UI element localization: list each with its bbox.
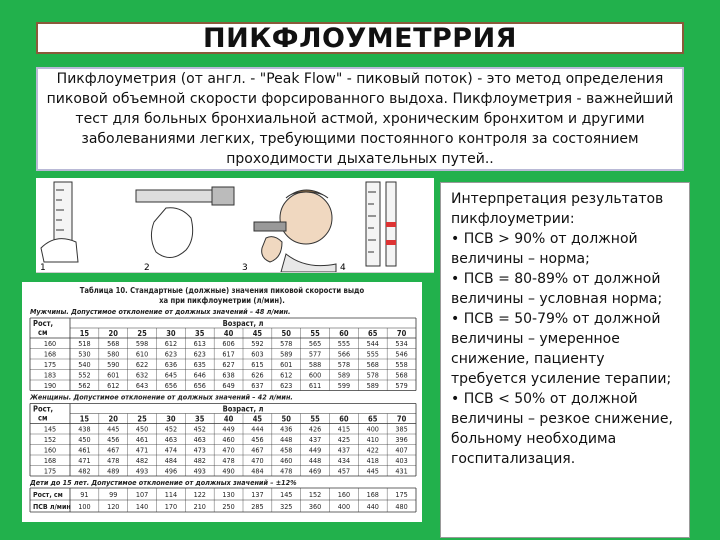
table-cell: 452 [164,424,178,434]
interpretation-list [451,229,679,469]
kids-value-cell: 120 [107,502,120,511]
kids-value-cell: 140 [135,502,149,511]
table-cell: 437 [337,445,351,455]
meter-body-3 [254,222,286,231]
kids-height-cell: 99 [109,490,118,499]
table-cell: 457 [337,466,351,476]
table-cell: 606 [222,339,235,348]
table-cell: 438 [78,424,91,434]
table-cell: 544 [366,339,379,348]
table-cell: 518 [78,339,91,348]
table-cell: 580 [107,349,120,359]
table-caption: ха при пикфлоуметрии (л/мин). [159,296,285,305]
table-cell: 431 [395,466,408,476]
table-cell: 461 [135,435,149,444]
age-header: 15 [79,329,90,338]
illustration-label-4: 4 [340,263,346,272]
table-cell: 610 [135,349,149,359]
kids-height-cell: 152 [308,490,322,499]
kids-value-cell: 210 [193,502,206,511]
table-cell: 471 [135,445,149,455]
kids-psv-label: ПСВ л/мин [33,503,71,511]
table-cell: 598 [135,339,149,348]
table-cell: 396 [395,435,408,444]
table-cell: 385 [395,424,408,434]
table-cell: 588 [308,360,322,369]
table-cell: 426 [308,424,322,434]
table-cell: 470 [222,445,235,455]
table-height-cell: 160 [43,339,57,348]
table-cell: 555 [366,349,379,359]
age-header: 20 [108,414,118,424]
table-cell: 490 [222,466,235,476]
table-cell: 469 [308,466,322,476]
table-cell: 458 [280,445,293,455]
table-cell: 478 [280,466,293,476]
table-cell: 473 [193,445,206,455]
kids-value-cell: 250 [222,502,235,511]
table-height-cell: 152 [43,435,57,444]
kids-height-cell: 107 [135,490,149,499]
red-marker [386,222,396,227]
age-header: 70 [396,329,407,338]
table-cell: 444 [251,424,264,434]
table-cell: 403 [395,456,408,465]
table-cell: 449 [222,424,235,434]
table-cell: 422 [366,445,379,455]
table-cell: 656 [193,381,206,390]
table-cell: 410 [366,435,379,444]
title-box [36,22,684,54]
table-cell: 623 [280,381,293,390]
table-cell: 617 [222,349,235,359]
interpretation-heading: Интерпретация результатов пикфлоуметрии: [451,191,664,227]
reference-table [22,282,422,522]
age-header: 30 [166,329,176,338]
table-cell: 555 [337,339,351,348]
kids-value-cell: 325 [280,502,293,511]
kids-value-cell: 480 [395,502,408,511]
table-cell: 622 [135,360,149,369]
table-cell: 452 [193,424,206,434]
table-cell: 615 [251,360,264,369]
height-label: см [38,328,48,337]
table-cell: 467 [107,445,120,455]
mouthpiece-2 [212,187,234,205]
age-header: 60 [339,329,349,338]
table-cell: 632 [135,370,149,380]
table-cell: 546 [395,349,408,359]
table-cell: 484 [164,456,178,465]
table-cell: 578 [337,360,351,369]
age-header: 45 [252,414,263,424]
table-cell: 461 [78,445,91,455]
hand-2 [151,208,192,258]
age-header: 55 [310,329,320,338]
table-cell: 623 [164,349,178,359]
table-cell: 449 [308,445,322,455]
intro-text: Пикфлоуметрия (от англ. - "Peak Flow" - пиковый поток) - это метод определения пиковой объемной скорости форсированного выдоха. Пикфлоуметрия - важнейший тест для больных бронхиальной астмой, хроническим бронхитом и другими заболеваниями легких, требующими постоянного контроля за состоянием проходимости дыхательных путей.. [36,67,684,171]
table-cell: 612 [280,370,293,380]
meter-body-4 [366,182,380,266]
age-header: 65 [368,329,378,338]
illustration-svg [36,178,434,272]
table-cell: 450 [135,424,149,434]
age-header: 35 [195,414,205,424]
table-cell: 566 [337,349,351,359]
age-header: 20 [108,329,118,338]
kids-value-cell: 400 [337,502,351,511]
table-cell: 418 [366,456,379,465]
table-cell: 565 [308,339,322,348]
table-cell: 470 [251,456,264,465]
table-height-cell: 145 [43,424,57,434]
table-cell: 448 [280,435,293,444]
age-header: 35 [195,329,205,338]
illustration-label-2: 2 [144,263,150,272]
table-cell: 613 [193,339,206,348]
meter-body-2 [136,190,216,202]
table-cell: 407 [395,445,408,455]
table-height-cell: 160 [43,445,57,455]
age-label: Возраст, л [222,319,264,328]
age-header: 55 [310,414,320,424]
table-cell: 635 [193,360,206,369]
kids-value-cell: 285 [251,502,264,511]
table-cell: 493 [193,466,206,476]
table-cell: 489 [107,466,120,476]
table-height-cell: 190 [43,381,57,390]
table-cell: 568 [366,360,379,369]
table-cell: 467 [251,445,264,455]
table-height-cell: 168 [43,456,57,465]
table-cell: 649 [222,381,235,390]
table-cell: 589 [337,370,351,380]
age-header: 70 [396,414,407,424]
age-header: 65 [368,414,378,424]
table-cell: 448 [308,456,322,465]
interpretation-item: • ПСВ = 80-89% от должной величины – условная норма; [451,271,663,307]
kids-height-cell: 168 [366,490,379,499]
table-cell: 496 [164,466,178,476]
kids-height-cell: 91 [80,490,89,499]
table-cell: 425 [337,435,351,444]
table-cell: 612 [164,339,178,348]
age-header: 50 [281,414,291,424]
kids-height-cell: 122 [193,490,206,499]
kids-height-cell: 160 [337,490,351,499]
table-cell: 603 [251,349,264,359]
kids-height-cell: 130 [222,490,235,499]
table-cell: 590 [107,360,120,369]
person-head [280,192,332,244]
table-cell: 437 [308,435,322,444]
kids-note: Дети до 15 лет. Допустимое отклонение от должных значений – ±12% [30,478,297,487]
table-height-cell: 183 [43,370,57,380]
table-cell: 579 [395,381,408,390]
table-cell: 534 [395,339,408,348]
height-label: Рост, [33,319,54,328]
kids-value-cell: 440 [366,502,379,511]
table-cell: 577 [308,349,322,359]
table-cell: 562 [78,381,91,390]
table-cell: 415 [337,424,351,434]
kids-value-cell: 360 [308,502,322,511]
table-cell: 493 [135,466,149,476]
table-cell: 478 [107,456,120,465]
table-cell: 463 [164,435,178,444]
table-cell: 578 [366,370,379,380]
table-cell: 626 [251,370,264,380]
kids-height-label: Рост, см [33,491,63,499]
table-cell: 530 [78,349,91,359]
kids-value-cell: 100 [78,502,91,511]
table-cell: 445 [366,466,379,476]
table-cell: 552 [78,370,91,380]
table-cell: 592 [251,339,264,348]
kids-height-cell: 137 [251,490,264,499]
table-cell: 456 [107,435,120,444]
table-cell: 456 [251,435,264,444]
age-header: 30 [166,414,176,424]
age-header: 25 [137,329,147,338]
table-height-cell: 175 [43,466,57,476]
age-header: 25 [137,414,147,424]
illustration-label-3: 3 [242,263,248,272]
red-marker-2 [386,240,396,245]
table-cell: 636 [164,360,178,369]
kids-height-cell: 145 [280,490,293,499]
table-cell: 540 [78,360,91,369]
table-height-cell: 175 [43,360,57,369]
table-cell: 612 [107,381,120,390]
table-cell: 611 [308,381,322,390]
men-note: Мужчины. Допустимое отклонение от должных значений – 48 л/мин. [30,307,291,316]
page-title: ПИКФЛОУМЕТРРИЯ [203,22,517,54]
hand-3 [262,237,282,262]
table-cell: 445 [107,424,120,434]
women-note: Женщины. Допустимое отклонение от должных значений – 42 л/мин. [30,392,293,402]
table-cell: 601 [107,370,120,380]
reference-table-svg [22,282,422,522]
height-label: см [38,413,48,423]
table-cell: 400 [366,424,379,434]
table-cell: 600 [308,370,322,380]
age-header: 15 [79,414,90,424]
table-cell: 601 [280,360,293,369]
table-cell: 637 [251,381,264,390]
table-cell: 568 [107,339,120,348]
peak-flow-illustration [36,178,434,273]
age-header: 50 [281,329,291,338]
table-cell: 656 [164,381,178,390]
table-cell: 436 [280,424,293,434]
table-cell: 643 [135,381,149,390]
table-cell: 589 [280,349,293,359]
table-cell: 460 [280,456,293,465]
kids-height-cell: 175 [395,490,408,499]
table-cell: 482 [193,456,206,465]
table-cell: 638 [222,370,235,380]
table-cell: 482 [78,466,91,476]
hand-1 [41,239,78,262]
kids-height-cell: 114 [164,490,178,499]
interpretation-panel [440,182,690,538]
illustration-label-1: 1 [40,263,46,272]
kids-value-cell: 170 [164,502,178,511]
table-cell: 578 [280,339,293,348]
table-cell: 484 [251,466,264,476]
table-cell: 474 [164,445,178,455]
table-cell: 623 [193,349,206,359]
table-height-cell: 168 [43,349,57,359]
height-label: Рост, [33,404,54,414]
table-cell: 627 [222,360,235,369]
interpretation-item: • ПСВ > 90% от должной величины – норма; [451,231,638,267]
table-cell: 568 [395,370,408,380]
table-cell: 434 [337,456,351,465]
age-header: 40 [223,414,234,424]
table-cell: 460 [222,435,235,444]
table-cell: 478 [222,456,235,465]
age-header: 60 [339,414,349,424]
age-label: Возраст, л [222,404,264,414]
table-cell: 463 [193,435,206,444]
table-cell: 482 [135,456,149,465]
interpretation-item: • ПСВ = 50-79% от должной величины – умеренное снижение, пациенту требуется усиление терапии; [451,311,672,387]
table-cell: 599 [337,381,351,390]
interpretation-item: • ПСВ < 50% от должной величины – резкое снижение, больному необходима госпитализация. [451,391,673,467]
person-shirt [281,254,336,272]
age-header: 40 [223,329,234,338]
table-cell: 558 [395,360,408,369]
table-cell: 646 [193,370,206,380]
table-cell: 450 [78,435,91,444]
age-header: 45 [252,329,263,338]
table-cell: 645 [164,370,178,380]
table-caption: Таблица 10. Стандартные (должные) значения пиковой скорости выдо [79,286,365,295]
table-cell: 471 [78,456,91,465]
table-cell: 589 [366,381,379,390]
